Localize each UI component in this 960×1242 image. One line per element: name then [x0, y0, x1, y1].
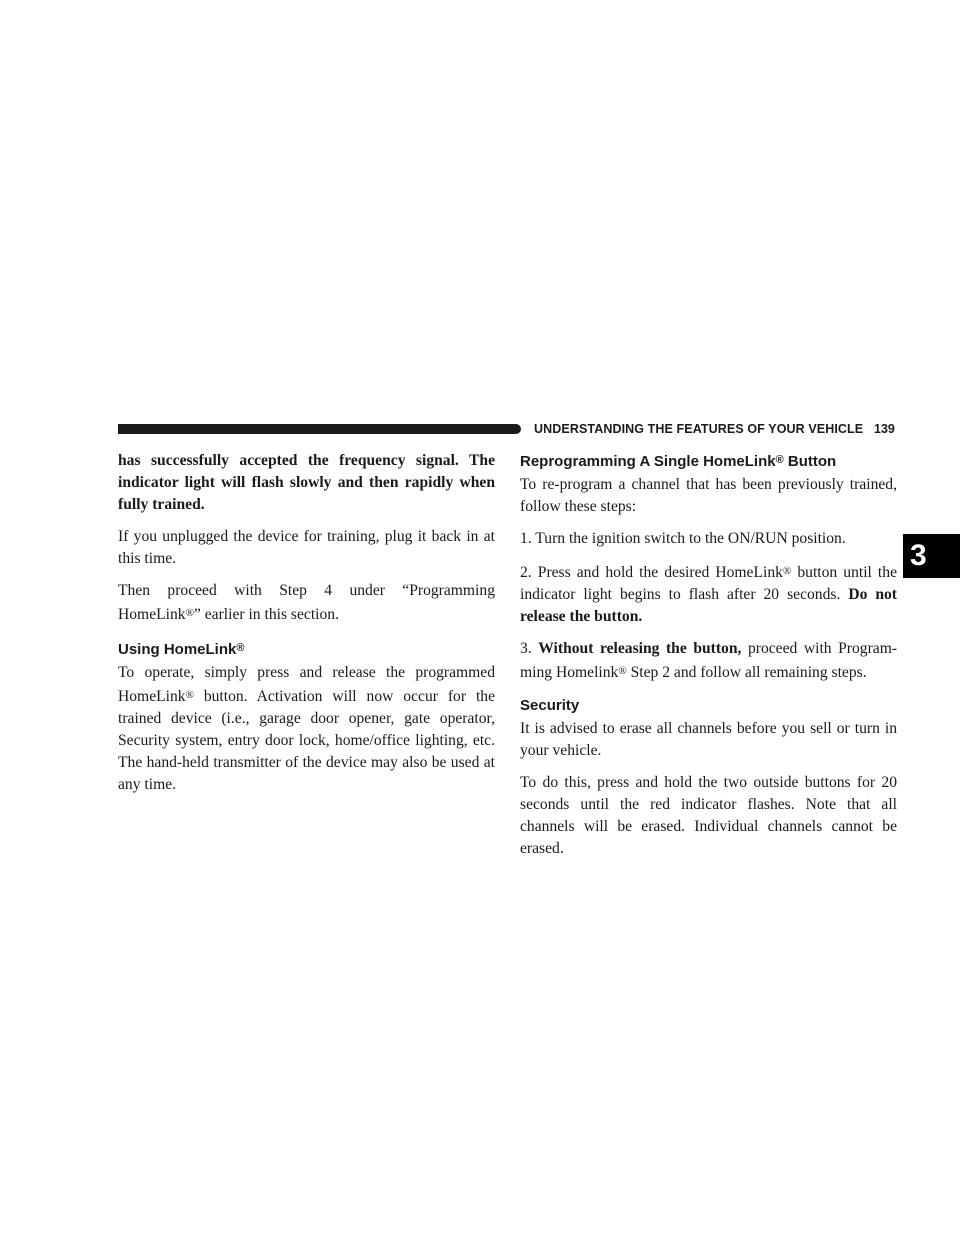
running-header-title: UNDERSTANDING THE FEATURES OF YOUR VEHICLE — [534, 422, 864, 436]
right-column — [520, 450, 897, 870]
registered-mark: ® — [618, 665, 627, 677]
left-column — [118, 450, 495, 806]
chapter-tab[interactable]: 3 — [903, 534, 960, 578]
step-2: 2. Press and hold the desired HomeLink® button until the indicator light begins to flash after 20 seconds. Do not release the button. — [520, 564, 897, 625]
registered-mark: ® — [775, 454, 784, 466]
registered-mark: ® — [782, 565, 792, 577]
heading-using-homelink: Using HomeLink® — [118, 641, 245, 658]
page-number: 139 — [874, 422, 895, 436]
heading-reprogramming: Reprogramming A Single HomeLink® Button — [520, 453, 837, 470]
paragraph-frequency-accepted: has successfully accepted the frequency signal. The indicator light will flash slowly and then rapidly when fully trained. — [118, 452, 495, 513]
step-1: 1. Turn the ignition switch to the ON/RUN position. — [520, 530, 846, 547]
paragraph-security-erase: It is advised to erase all channels before you sell or turn in your vehicle. — [520, 720, 897, 759]
step-3: 3. Without releasing the button, proceed with Program-ming Homelink® Step 2 and follow all remaining steps. — [520, 640, 898, 681]
paragraph-proceed-step4: Then proceed with Step 4 under “Programming HomeLink®” earlier in this section. — [118, 582, 495, 623]
paragraph-reprogram-intro: To re-program a channel that has been previously trained, follow these steps: — [520, 476, 897, 515]
paragraph-security-procedure: To do this, press and hold the two outside buttons for 20 seconds until the red indicator flashes. Note that all channels will be erased. Individual channels cannot be erased. — [520, 774, 897, 857]
paragraph-operate: To operate, simply press and release the programmed HomeLink® button. Activation will now occur for the trained device (i.e., garage door opener, gate operator, Security system, entry door lock, home/office lighting, etc. The hand-held transmitter of the device may also be used at any time. — [118, 664, 495, 793]
registered-mark: ® — [236, 642, 245, 654]
registered-mark: ® — [185, 689, 194, 701]
header-rule — [118, 424, 521, 434]
paragraph-plug-back: If you unplugged the device for training, plug it back in at this time. — [118, 528, 495, 567]
heading-security: Security — [520, 697, 580, 714]
registered-mark: ® — [185, 607, 194, 619]
